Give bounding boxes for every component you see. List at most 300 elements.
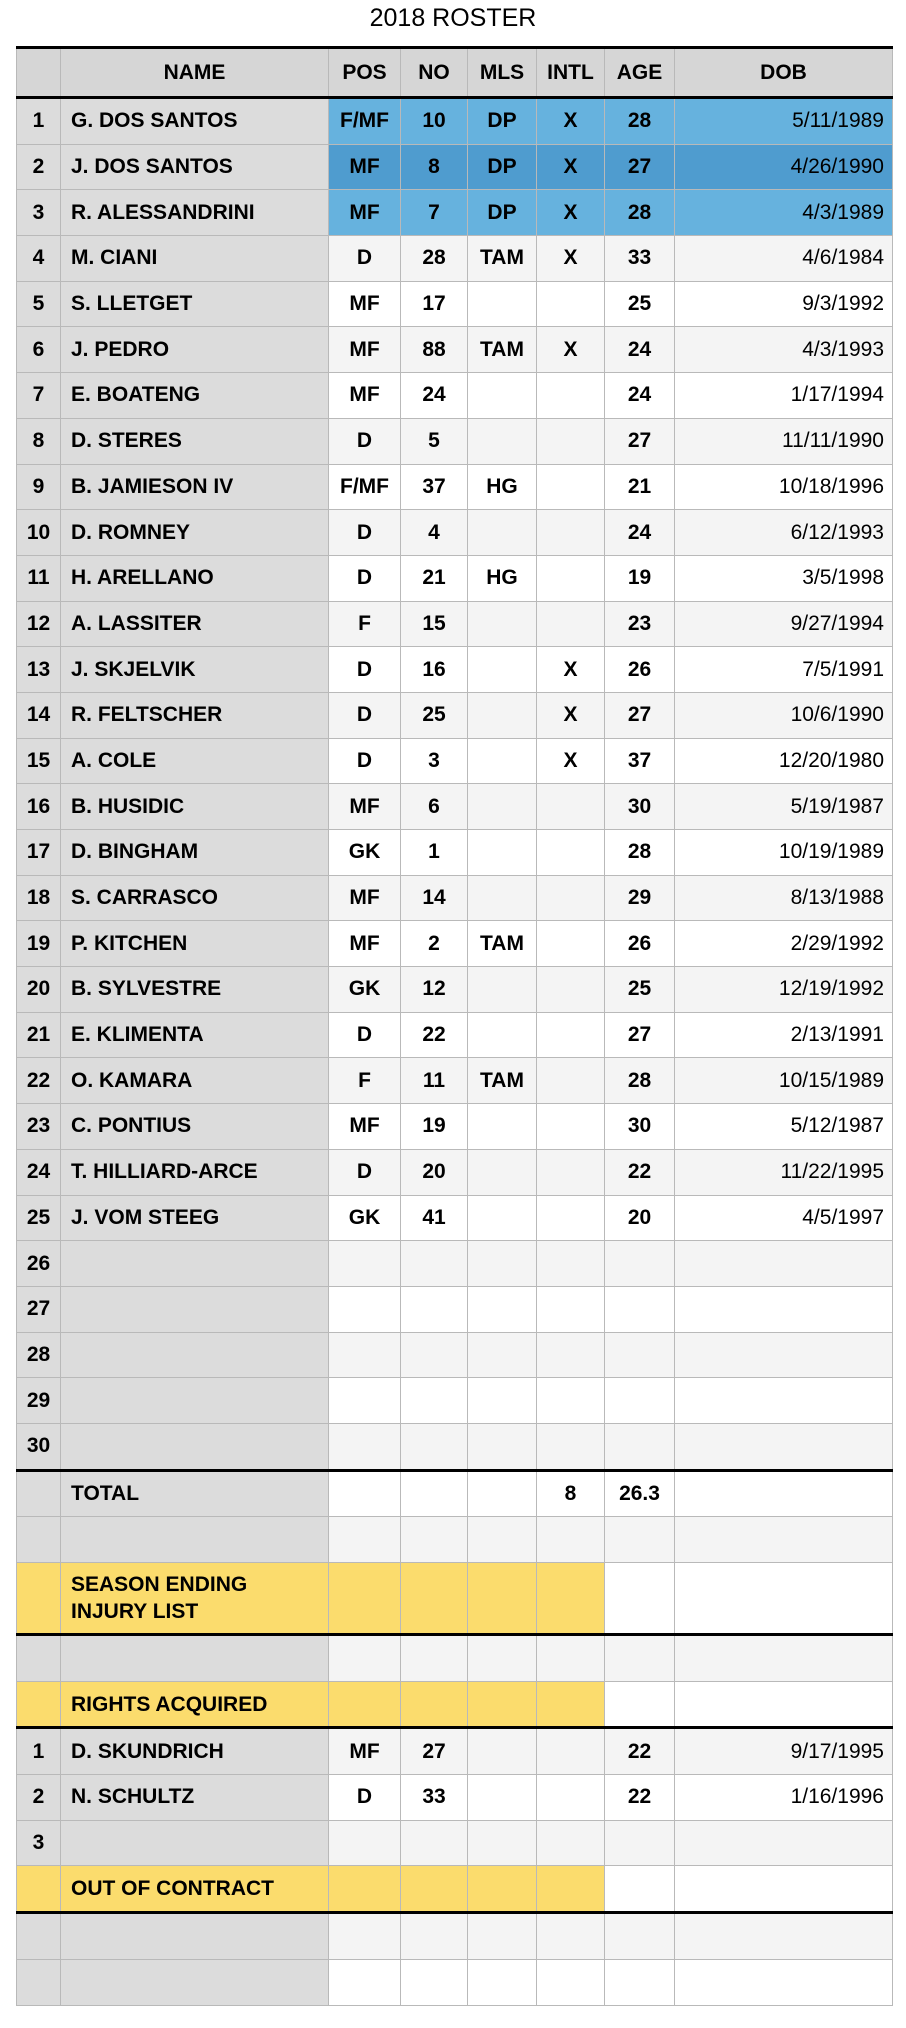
cell-mls bbox=[468, 1149, 537, 1195]
cell bbox=[401, 1517, 468, 1563]
cell-mls bbox=[468, 647, 537, 693]
cell bbox=[468, 1866, 537, 1913]
section-label: RIGHTS ACQUIRED bbox=[61, 1681, 329, 1728]
cell-age: 22 bbox=[605, 1728, 675, 1775]
cell-age bbox=[605, 1286, 675, 1332]
cell-intl bbox=[537, 510, 605, 556]
cell-name: O. KAMARA bbox=[61, 1058, 329, 1104]
cell bbox=[605, 1913, 675, 1960]
cell bbox=[675, 1517, 893, 1563]
cell-no: 88 bbox=[401, 327, 468, 373]
section-label: SEASON ENDING INJURY LIST bbox=[61, 1563, 329, 1635]
cell-age: 33 bbox=[605, 236, 675, 282]
cell-dob: 5/11/1989 bbox=[675, 98, 893, 145]
cell bbox=[605, 1563, 675, 1635]
cell-intl: X bbox=[537, 692, 605, 738]
table-row bbox=[17, 1012, 893, 1058]
cell bbox=[675, 1470, 893, 1517]
cell-dob: 8/13/1988 bbox=[675, 875, 893, 921]
cell-mls bbox=[468, 1195, 537, 1241]
cell-pos bbox=[329, 1378, 401, 1424]
table-row bbox=[17, 1635, 893, 1682]
table-row bbox=[17, 1913, 893, 1960]
cell-n: 11 bbox=[17, 555, 61, 601]
cell bbox=[329, 1470, 401, 1517]
cell-name: D. BINGHAM bbox=[61, 830, 329, 876]
cell-pos: MF bbox=[329, 144, 401, 190]
table-row bbox=[17, 373, 893, 419]
cell-n: 19 bbox=[17, 921, 61, 967]
cell-pos bbox=[329, 1332, 401, 1378]
cell-no: 20 bbox=[401, 1149, 468, 1195]
cell-no: 4 bbox=[401, 510, 468, 556]
cell bbox=[329, 1913, 401, 1960]
cell bbox=[675, 1681, 893, 1728]
cell-intl bbox=[537, 1378, 605, 1424]
cell-dob: 5/19/1987 bbox=[675, 784, 893, 830]
cell-age: 30 bbox=[605, 1104, 675, 1150]
cell-age: 27 bbox=[605, 418, 675, 464]
cell bbox=[468, 1635, 537, 1682]
cell-name: R. FELTSCHER bbox=[61, 692, 329, 738]
table-row bbox=[17, 464, 893, 510]
cell-pos: MF bbox=[329, 1728, 401, 1775]
table-row bbox=[17, 738, 893, 784]
cell-name bbox=[61, 1820, 329, 1866]
cell-pos bbox=[329, 1286, 401, 1332]
cell-pos: MF bbox=[329, 373, 401, 419]
cell-pos: F bbox=[329, 1058, 401, 1104]
cell-no: 2 bbox=[401, 921, 468, 967]
cell bbox=[537, 1681, 605, 1728]
cell-dob: 4/6/1984 bbox=[675, 236, 893, 282]
cell-no: 1 bbox=[401, 830, 468, 876]
cell-n: 17 bbox=[17, 830, 61, 876]
cell-intl: X bbox=[537, 738, 605, 784]
table-row bbox=[17, 1195, 893, 1241]
cell-no bbox=[401, 1286, 468, 1332]
cell-name: M. CIANI bbox=[61, 236, 329, 282]
cell-intl: X bbox=[537, 144, 605, 190]
cell-pos: MF bbox=[329, 1104, 401, 1150]
cell-n: 1 bbox=[17, 98, 61, 145]
cell-n: 29 bbox=[17, 1378, 61, 1424]
cell-n: 15 bbox=[17, 738, 61, 784]
cell-n: 22 bbox=[17, 1058, 61, 1104]
cell-intl bbox=[537, 464, 605, 510]
cell-pos: F/MF bbox=[329, 98, 401, 145]
header-pos: POS bbox=[329, 48, 401, 98]
cell-pos: MF bbox=[329, 921, 401, 967]
cell-dob: 4/26/1990 bbox=[675, 144, 893, 190]
cell-mls bbox=[468, 967, 537, 1013]
cell-mls bbox=[468, 1378, 537, 1424]
cell-n: 28 bbox=[17, 1332, 61, 1378]
table-row bbox=[17, 1866, 893, 1913]
cell bbox=[401, 1959, 468, 2005]
cell-dob: 7/5/1991 bbox=[675, 647, 893, 693]
cell-no: 14 bbox=[401, 875, 468, 921]
cell-mls: TAM bbox=[468, 1058, 537, 1104]
cell bbox=[401, 1563, 468, 1635]
cell-dob: 10/18/1996 bbox=[675, 464, 893, 510]
table-row bbox=[17, 190, 893, 236]
cell-mls: TAM bbox=[468, 236, 537, 282]
cell-name: J. DOS SANTOS bbox=[61, 144, 329, 190]
cell-dob bbox=[675, 1286, 893, 1332]
cell-n: 30 bbox=[17, 1423, 61, 1470]
cell-no bbox=[401, 1423, 468, 1470]
cell-mls bbox=[468, 738, 537, 784]
cell-intl bbox=[537, 1104, 605, 1150]
table-row bbox=[17, 1470, 893, 1517]
table-row bbox=[17, 327, 893, 373]
cell-age: 29 bbox=[605, 875, 675, 921]
cell bbox=[401, 1681, 468, 1728]
cell-dob bbox=[675, 1241, 893, 1287]
table-row bbox=[17, 967, 893, 1013]
cell-mls bbox=[468, 830, 537, 876]
cell-n: 20 bbox=[17, 967, 61, 1013]
table-row bbox=[17, 830, 893, 876]
cell-n: 16 bbox=[17, 784, 61, 830]
cell-mls bbox=[468, 1241, 537, 1287]
cell-no: 3 bbox=[401, 738, 468, 784]
cell-dob bbox=[675, 1820, 893, 1866]
cell-pos: D bbox=[329, 418, 401, 464]
cell-intl bbox=[537, 784, 605, 830]
cell-mls: DP bbox=[468, 98, 537, 145]
cell bbox=[17, 1635, 61, 1682]
cell bbox=[675, 1563, 893, 1635]
cell-name: G. DOS SANTOS bbox=[61, 98, 329, 145]
table-row bbox=[17, 601, 893, 647]
cell bbox=[468, 1517, 537, 1563]
cell-intl bbox=[537, 373, 605, 419]
cell bbox=[401, 1470, 468, 1517]
cell-dob: 5/12/1987 bbox=[675, 1104, 893, 1150]
cell-no: 11 bbox=[401, 1058, 468, 1104]
cell-pos: MF bbox=[329, 784, 401, 830]
cell bbox=[61, 1913, 329, 1960]
cell-mls: DP bbox=[468, 190, 537, 236]
cell-n: 23 bbox=[17, 1104, 61, 1150]
table-row bbox=[17, 1104, 893, 1150]
cell bbox=[675, 1959, 893, 2005]
cell-dob: 9/27/1994 bbox=[675, 601, 893, 647]
cell-dob: 9/3/1992 bbox=[675, 281, 893, 327]
cell-age: 25 bbox=[605, 281, 675, 327]
cell-age: 37 bbox=[605, 738, 675, 784]
cell-n: 13 bbox=[17, 647, 61, 693]
table-row bbox=[17, 1241, 893, 1287]
cell bbox=[17, 1681, 61, 1728]
table-row bbox=[17, 1517, 893, 1563]
cell-name: B. HUSIDIC bbox=[61, 784, 329, 830]
cell-intl bbox=[537, 418, 605, 464]
cell-mls bbox=[468, 1423, 537, 1470]
cell-no: 6 bbox=[401, 784, 468, 830]
cell bbox=[605, 1635, 675, 1682]
cell-mls bbox=[468, 1775, 537, 1821]
table-row bbox=[17, 1820, 893, 1866]
cell-name: H. ARELLANO bbox=[61, 555, 329, 601]
cell-age bbox=[605, 1820, 675, 1866]
cell-n: 12 bbox=[17, 601, 61, 647]
cell-pos: MF bbox=[329, 281, 401, 327]
cell bbox=[329, 1517, 401, 1563]
cell-age: 28 bbox=[605, 1058, 675, 1104]
cell-n: 14 bbox=[17, 692, 61, 738]
cell-no: 25 bbox=[401, 692, 468, 738]
cell-age: 19 bbox=[605, 555, 675, 601]
cell-n: 18 bbox=[17, 875, 61, 921]
cell bbox=[329, 1681, 401, 1728]
cell-dob: 9/17/1995 bbox=[675, 1728, 893, 1775]
cell-name: J. PEDRO bbox=[61, 327, 329, 373]
cell-dob: 4/3/1989 bbox=[675, 190, 893, 236]
cell-intl: X bbox=[537, 98, 605, 145]
table-row bbox=[17, 1775, 893, 1821]
cell-n: 24 bbox=[17, 1149, 61, 1195]
cell-mls bbox=[468, 1332, 537, 1378]
cell-n: 4 bbox=[17, 236, 61, 282]
cell-no: 41 bbox=[401, 1195, 468, 1241]
cell-age bbox=[605, 1423, 675, 1470]
cell bbox=[17, 1959, 61, 2005]
cell-n: 3 bbox=[17, 1820, 61, 1866]
cell bbox=[468, 1681, 537, 1728]
cell-age: 28 bbox=[605, 98, 675, 145]
cell-intl bbox=[537, 1286, 605, 1332]
cell-age: 26 bbox=[605, 647, 675, 693]
cell-no: 28 bbox=[401, 236, 468, 282]
cell-age: 21 bbox=[605, 464, 675, 510]
cell bbox=[61, 1517, 329, 1563]
table-row bbox=[17, 1058, 893, 1104]
cell-pos: D bbox=[329, 236, 401, 282]
cell-dob: 3/5/1998 bbox=[675, 555, 893, 601]
cell-name: A. COLE bbox=[61, 738, 329, 784]
cell-pos: D bbox=[329, 1775, 401, 1821]
header-row bbox=[17, 48, 893, 98]
table-row bbox=[17, 875, 893, 921]
cell-name bbox=[61, 1423, 329, 1470]
cell-no: 27 bbox=[401, 1728, 468, 1775]
table-row bbox=[17, 510, 893, 556]
cell-no: 19 bbox=[401, 1104, 468, 1150]
cell bbox=[537, 1913, 605, 1960]
cell bbox=[329, 1866, 401, 1913]
cell-no: 17 bbox=[401, 281, 468, 327]
cell-age: 25 bbox=[605, 967, 675, 1013]
cell bbox=[605, 1517, 675, 1563]
cell-n: 5 bbox=[17, 281, 61, 327]
cell-intl: X bbox=[537, 327, 605, 373]
header-num bbox=[17, 48, 61, 98]
cell-n: 9 bbox=[17, 464, 61, 510]
table-row bbox=[17, 921, 893, 967]
cell-age: 22 bbox=[605, 1149, 675, 1195]
cell-name: B. SYLVESTRE bbox=[61, 967, 329, 1013]
cell-intl bbox=[537, 1332, 605, 1378]
cell-age: 30 bbox=[605, 784, 675, 830]
cell-mls: HG bbox=[468, 555, 537, 601]
cell bbox=[468, 1470, 537, 1517]
cell-name: T. HILLIARD-ARCE bbox=[61, 1149, 329, 1195]
cell-dob: 4/3/1993 bbox=[675, 327, 893, 373]
cell-dob: 11/11/1990 bbox=[675, 418, 893, 464]
cell-pos: D bbox=[329, 1012, 401, 1058]
cell-pos: D bbox=[329, 510, 401, 556]
cell-mls bbox=[468, 1104, 537, 1150]
cell-age: 28 bbox=[605, 190, 675, 236]
cell-no bbox=[401, 1820, 468, 1866]
cell-dob: 12/19/1992 bbox=[675, 967, 893, 1013]
cell-n: 2 bbox=[17, 1775, 61, 1821]
table-row bbox=[17, 236, 893, 282]
cell-name: A. LASSITER bbox=[61, 601, 329, 647]
cell-pos: F/MF bbox=[329, 464, 401, 510]
cell-age bbox=[605, 1332, 675, 1378]
cell-dob: 6/12/1993 bbox=[675, 510, 893, 556]
cell-pos: GK bbox=[329, 967, 401, 1013]
cell-dob: 11/22/1995 bbox=[675, 1149, 893, 1195]
cell bbox=[605, 1681, 675, 1728]
header-no: NO bbox=[401, 48, 468, 98]
cell-dob bbox=[675, 1378, 893, 1424]
cell-dob bbox=[675, 1332, 893, 1378]
cell-n: 26 bbox=[17, 1241, 61, 1287]
cell-no: 10 bbox=[401, 98, 468, 145]
cell bbox=[329, 1635, 401, 1682]
table-row bbox=[17, 1423, 893, 1470]
cell-intl bbox=[537, 830, 605, 876]
cell-pos: GK bbox=[329, 830, 401, 876]
table-row bbox=[17, 784, 893, 830]
total-intl: 8 bbox=[537, 1470, 605, 1517]
cell bbox=[675, 1866, 893, 1913]
cell bbox=[605, 1959, 675, 2005]
cell-pos bbox=[329, 1241, 401, 1287]
cell-mls bbox=[468, 373, 537, 419]
cell-age: 26 bbox=[605, 921, 675, 967]
cell-dob: 10/6/1990 bbox=[675, 692, 893, 738]
cell-mls bbox=[468, 281, 537, 327]
cell-intl bbox=[537, 1149, 605, 1195]
cell bbox=[329, 1563, 401, 1635]
table-row bbox=[17, 98, 893, 145]
header-dob: DOB bbox=[675, 48, 893, 98]
cell-name: B. JAMIESON IV bbox=[61, 464, 329, 510]
cell bbox=[17, 1517, 61, 1563]
table-row bbox=[17, 1681, 893, 1728]
cell-n: 2 bbox=[17, 144, 61, 190]
cell-age bbox=[605, 1241, 675, 1287]
cell-intl: X bbox=[537, 190, 605, 236]
cell-dob: 1/16/1996 bbox=[675, 1775, 893, 1821]
cell-name: D. SKUNDRICH bbox=[61, 1728, 329, 1775]
cell-intl bbox=[537, 875, 605, 921]
cell-intl bbox=[537, 1241, 605, 1287]
cell-intl bbox=[537, 1058, 605, 1104]
cell-pos: D bbox=[329, 647, 401, 693]
cell-mls bbox=[468, 601, 537, 647]
cell-mls bbox=[468, 1820, 537, 1866]
cell-name: N. SCHULTZ bbox=[61, 1775, 329, 1821]
cell-age: 24 bbox=[605, 510, 675, 556]
table-row bbox=[17, 1332, 893, 1378]
cell-no bbox=[401, 1332, 468, 1378]
cell-pos: D bbox=[329, 692, 401, 738]
cell-no: 8 bbox=[401, 144, 468, 190]
cell bbox=[675, 1635, 893, 1682]
cell-dob: 4/5/1997 bbox=[675, 1195, 893, 1241]
cell-intl bbox=[537, 1423, 605, 1470]
cell-name bbox=[61, 1241, 329, 1287]
cell-intl bbox=[537, 555, 605, 601]
cell-name: D. ROMNEY bbox=[61, 510, 329, 556]
cell-intl bbox=[537, 921, 605, 967]
cell-no: 15 bbox=[401, 601, 468, 647]
cell bbox=[468, 1913, 537, 1960]
cell-no: 33 bbox=[401, 1775, 468, 1821]
cell-dob: 12/20/1980 bbox=[675, 738, 893, 784]
cell bbox=[17, 1866, 61, 1913]
cell-mls bbox=[468, 875, 537, 921]
table-row bbox=[17, 1563, 893, 1635]
cell-name: R. ALESSANDRINI bbox=[61, 190, 329, 236]
cell bbox=[329, 1959, 401, 2005]
cell-pos bbox=[329, 1820, 401, 1866]
cell-n: 27 bbox=[17, 1286, 61, 1332]
cell-dob: 2/13/1991 bbox=[675, 1012, 893, 1058]
cell-pos: MF bbox=[329, 327, 401, 373]
header-age: AGE bbox=[605, 48, 675, 98]
total-age: 26.3 bbox=[605, 1470, 675, 1517]
cell-dob: 2/29/1992 bbox=[675, 921, 893, 967]
cell-age: 28 bbox=[605, 830, 675, 876]
cell bbox=[468, 1959, 537, 2005]
cell-no bbox=[401, 1378, 468, 1424]
cell-age: 23 bbox=[605, 601, 675, 647]
cell bbox=[401, 1635, 468, 1682]
cell-pos: F bbox=[329, 601, 401, 647]
header-name: NAME bbox=[61, 48, 329, 98]
table-row bbox=[17, 144, 893, 190]
cell bbox=[537, 1563, 605, 1635]
cell-pos: D bbox=[329, 738, 401, 784]
cell-dob: 10/19/1989 bbox=[675, 830, 893, 876]
table-row bbox=[17, 281, 893, 327]
table-row bbox=[17, 418, 893, 464]
cell-pos bbox=[329, 1423, 401, 1470]
cell-name bbox=[61, 1286, 329, 1332]
cell-pos: GK bbox=[329, 1195, 401, 1241]
cell-n: 3 bbox=[17, 190, 61, 236]
cell-pos: D bbox=[329, 555, 401, 601]
cell-name: S. CARRASCO bbox=[61, 875, 329, 921]
cell-n: 6 bbox=[17, 327, 61, 373]
cell bbox=[17, 1470, 61, 1517]
cell-dob bbox=[675, 1423, 893, 1470]
cell-mls: HG bbox=[468, 464, 537, 510]
cell-intl bbox=[537, 1195, 605, 1241]
header-intl: INTL bbox=[537, 48, 605, 98]
table-row bbox=[17, 1959, 893, 2005]
cell-no: 37 bbox=[401, 464, 468, 510]
cell-name: S. LLETGET bbox=[61, 281, 329, 327]
